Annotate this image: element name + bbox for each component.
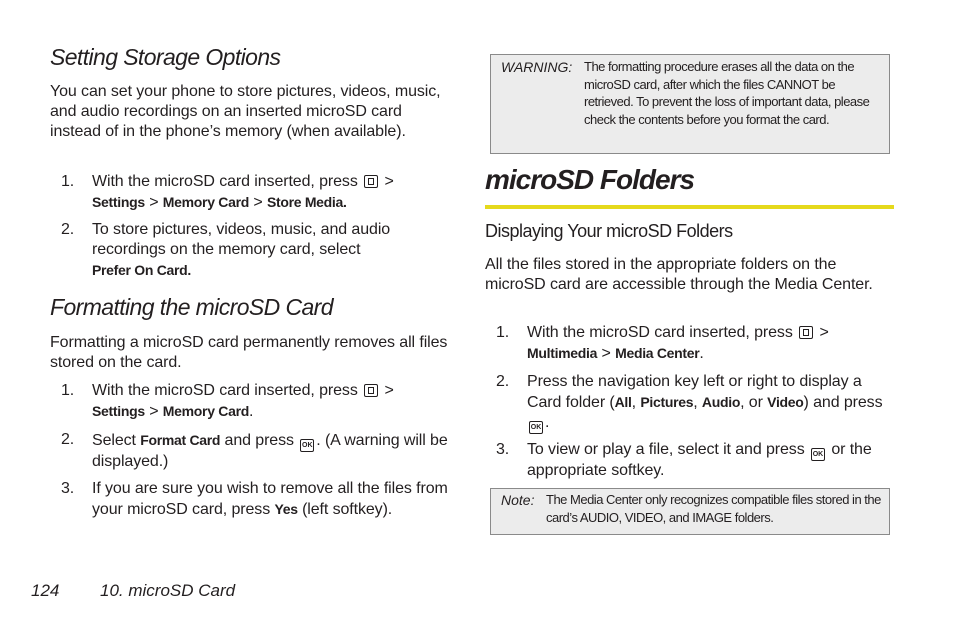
ok-key-icon: OK: [811, 448, 825, 461]
menu-path-prefer-on-card: Prefer On Card.: [92, 262, 191, 278]
menu-key-icon: [364, 384, 378, 397]
storage-step-2: 2. To store pictures, videos, music, and audio recordings on the memory card, select Prefer On Card.: [61, 221, 391, 278]
folder-pictures: Pictures: [640, 394, 694, 410]
folders-step-1: 1. With the microSD card inserted, press > Multimedia > Media Center.: [496, 324, 829, 362]
section-heading-formatting: Formatting the microSD Card: [50, 294, 333, 320]
folder-audio: Audio: [701, 394, 741, 410]
page-number: 124: [31, 581, 60, 600]
menu-path-settings: Settings: [92, 403, 145, 419]
ok-key-icon: OK: [300, 439, 314, 452]
menu-key-icon: [799, 326, 813, 339]
warning-label: WARNING:: [501, 59, 573, 75]
warning-text: The formatting procedure erases all the data on the microSD card, after which the files CANNOT be retrieved. To prevent the loss of important data, please check the contents before you format the card.: [584, 59, 870, 127]
ok-key-icon: OK: [529, 421, 543, 434]
folders-step-3: 3. To view or play a file, select it and press OK or the appropriate softkey.: [496, 441, 872, 479]
folders-step-2: 2. Press the navigation key left or right to display a Card folder (All, Pictures, Audio, or Video) and press OK .: [496, 372, 895, 432]
menu-path-yes: Yes: [274, 501, 298, 517]
menu-key-icon: [364, 175, 378, 188]
footer-chapter: 10. microSD Card: [100, 581, 236, 600]
warning-box: [490, 54, 890, 154]
menu-path-media-center: Media Center: [615, 345, 700, 361]
storage-step-1: 1. With the microSD card inserted, press > Settings > Memory Card > Store Media.: [61, 173, 394, 211]
folders-intro: All the files stored in the appropriate folders on the microSD card are accessible through the Media Center.: [485, 256, 873, 293]
note-box: [490, 488, 890, 535]
note-label: Note:: [501, 492, 535, 508]
formatting-step-1: 1. With the microSD card inserted, press > Settings > Memory Card.: [61, 382, 394, 420]
heading-rule: [485, 205, 894, 209]
formatting-step-3: 3. If you are sure you wish to remove all the files from your microSD card, press Yes (left softkey).: [61, 480, 448, 518]
menu-path-memory-card: Memory Card: [162, 194, 249, 210]
storage-intro: You can set your phone to store pictures, videos, music, and audio recordings on an inserted microSD card instead of in the phone’s memory (when available).: [50, 83, 441, 140]
subheading: Displaying Your microSD Folders: [485, 221, 733, 241]
menu-path-settings: Settings: [92, 194, 145, 210]
note-text: The Media Center only recognizes compatible files stored in the card’s AUDIO, VIDEO, and IMAGE folders.: [546, 492, 881, 525]
formatting-intro: Formatting a microSD card permanently removes all files stored on the card.: [50, 334, 448, 371]
menu-path-format-card: Format Card: [140, 432, 221, 448]
folder-video: Video: [767, 394, 804, 410]
menu-path-multimedia: Multimedia: [527, 345, 598, 361]
menu-path-memory-card: Memory Card: [162, 403, 249, 419]
menu-path-store-media: Store Media.: [266, 194, 347, 210]
section-heading-storage-options: Setting Storage Options: [50, 44, 281, 70]
chapter-heading: microSD Folders: [485, 164, 695, 195]
formatting-step-2: 2. Select Format Card and press OK . (A warning will be displayed.): [61, 431, 448, 470]
folder-all: All: [614, 394, 632, 410]
